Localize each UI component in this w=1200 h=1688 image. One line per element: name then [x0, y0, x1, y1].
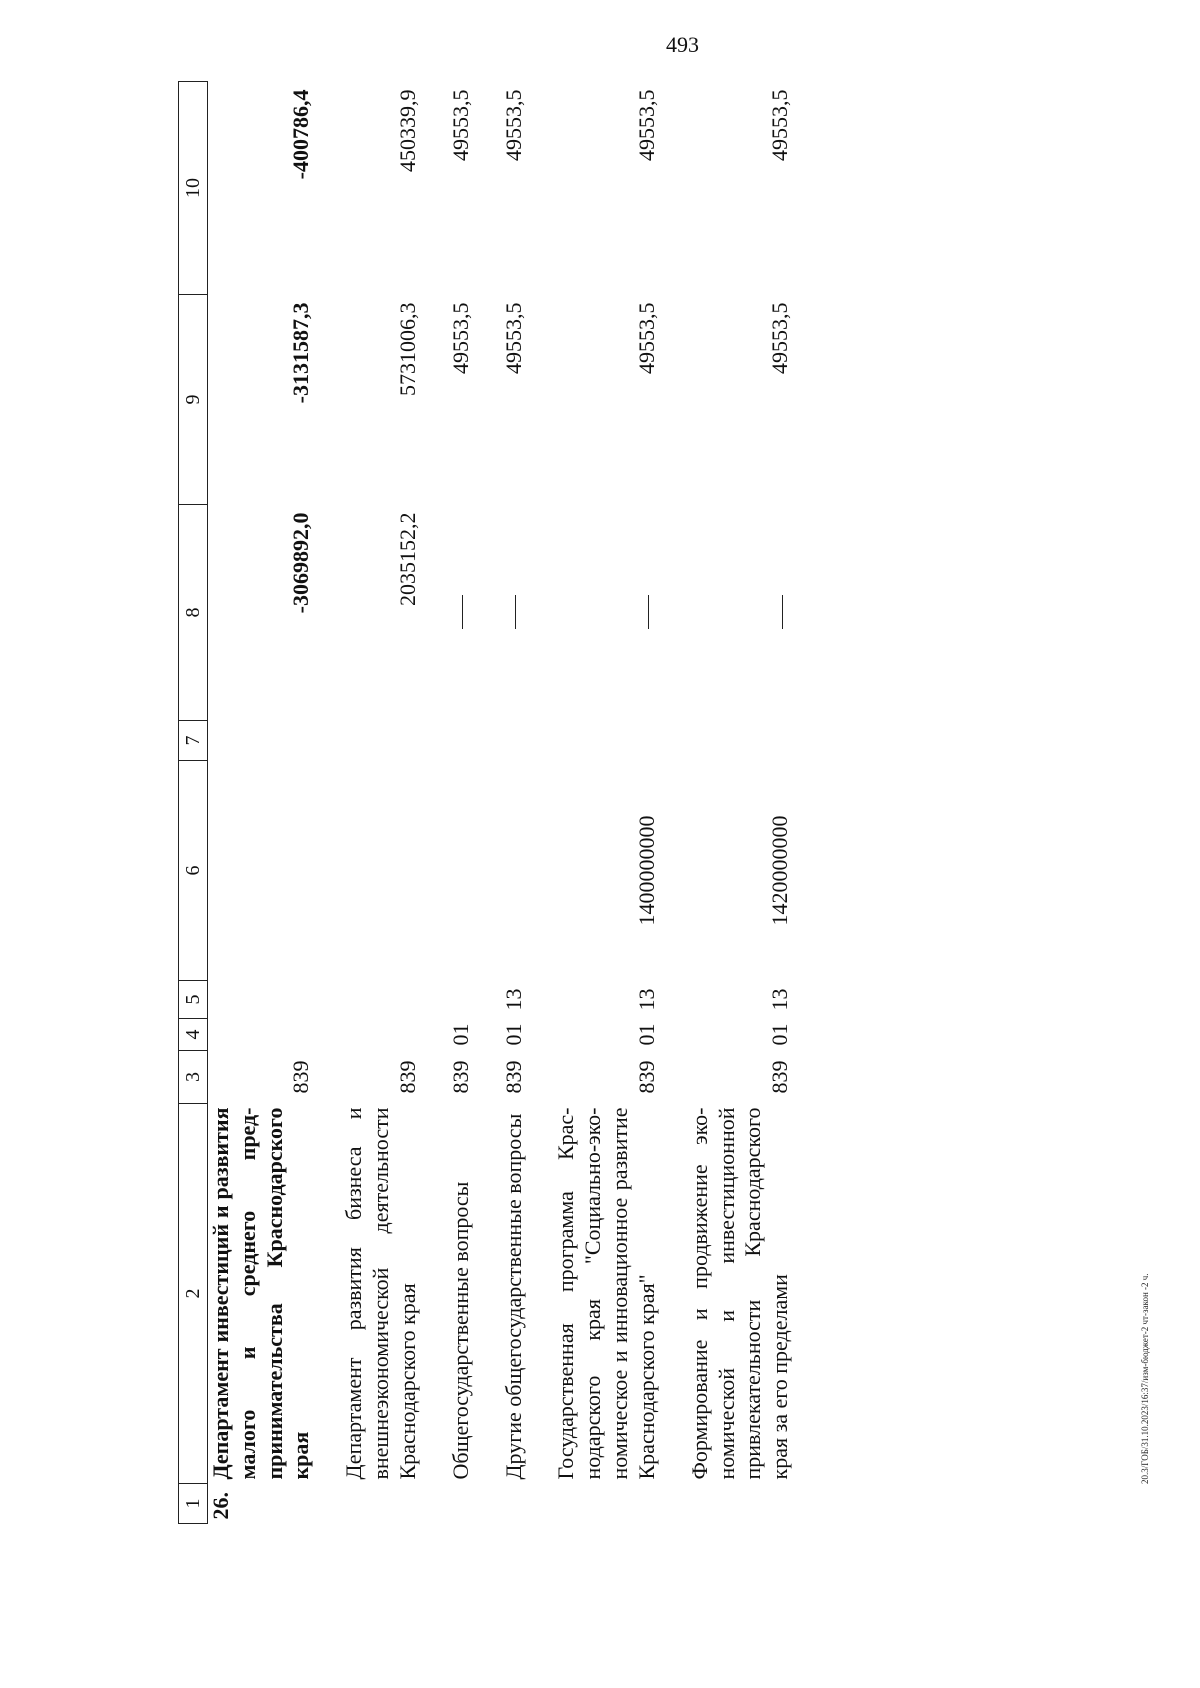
header-cell-8: 8 — [179, 505, 208, 721]
row-name: Государственная программа Краснодарского края "Социально-экономическое и инновационное развитие Краснодарского края" — [553, 1107, 659, 1480]
empty-value-dash — [648, 596, 649, 630]
row-name: Формирование и продвижение экономической и инвестиционной привлекательности Краснодарского края за его пределами — [686, 1107, 793, 1480]
cell-rz: 01 — [767, 1023, 793, 1046]
row-name: Департамент развития бизнеса и внешнеэкономической деятельности Краснодарского края — [341, 1107, 420, 1480]
cell-csr — [208, 761, 316, 981]
cell-csr — [448, 761, 475, 981]
cell-csr: 1400000000 — [633, 815, 659, 926]
table-row — [341, 82, 421, 1524]
cell-amount-10: 49553,5 — [767, 89, 793, 161]
cell-pr — [341, 981, 421, 1019]
cell-ved: 839 — [500, 1060, 526, 1094]
cell-ved: 839 — [394, 1060, 420, 1094]
row-index — [553, 1484, 660, 1524]
cell-pr: 13 — [500, 988, 526, 1011]
row-index — [341, 1484, 421, 1524]
table-header — [179, 82, 208, 1524]
cell-vr — [553, 721, 660, 761]
cell-vr — [448, 721, 475, 761]
cell-amount-8 — [448, 505, 475, 721]
cell-amount-8: -3069892,0 — [288, 512, 314, 614]
row-index — [448, 1484, 475, 1524]
cell-amount-8: 2035152,2 — [394, 512, 420, 606]
cell-amount-9: 5731006,3 — [394, 302, 420, 396]
cell-amount-8 — [687, 505, 794, 721]
cell-rz: 01 — [633, 1023, 659, 1046]
cell-amount-8 — [553, 505, 660, 721]
header-cell-1: 1 — [179, 1484, 208, 1524]
cell-amount-9: 49553,5 — [633, 302, 659, 374]
row-index — [501, 1484, 528, 1524]
cell-amount-10: -400786,4 — [288, 89, 314, 180]
cell-rz: 01 — [500, 1023, 526, 1046]
cell-amount-10: 49553,5 — [447, 89, 473, 161]
header-cell-5: 5 — [179, 981, 208, 1019]
cell-csr — [341, 761, 421, 981]
row-index: 26. — [208, 1492, 233, 1520]
cell-rz — [341, 1019, 421, 1051]
row-index — [687, 1484, 794, 1524]
page-number: 493 — [666, 32, 699, 57]
cell-pr: 13 — [633, 988, 659, 1011]
cell-ved: 839 — [633, 1060, 659, 1094]
cell-vr — [208, 721, 316, 761]
rotated-table-container — [178, 82, 1038, 1524]
table-row — [687, 82, 794, 1524]
cell-ved: 839 — [767, 1060, 793, 1094]
header-cell-7: 7 — [179, 721, 208, 761]
budget-table — [178, 81, 794, 1524]
cell-vr — [501, 721, 528, 761]
table-row — [553, 82, 660, 1524]
cell-pr — [208, 981, 316, 1019]
cell-ved: 839 — [447, 1060, 473, 1094]
empty-value-dash — [515, 596, 516, 630]
header-cell-3: 3 — [179, 1051, 208, 1104]
header-row — [179, 82, 208, 1524]
cell-amount-10: 49553,5 — [633, 89, 659, 161]
table-row — [448, 82, 475, 1524]
cell-amount-9: -3131587,3 — [288, 302, 314, 404]
cell-amount-9: 49553,5 — [500, 302, 526, 374]
row-name: Департамент инвестиций и развития малого и среднего предпринимательства Краснодарского края — [208, 1107, 314, 1480]
cell-rz — [208, 1019, 316, 1051]
header-cell-2: 2 — [179, 1104, 208, 1484]
header-cell-10: 10 — [179, 82, 208, 295]
document-footer-code: 20.3/ГОБ/31.10.2023/16:37/изм-бюджет-2 чт-закон -2 ч. — [1140, 1273, 1150, 1484]
cell-pr — [448, 981, 475, 1019]
empty-value-dash — [782, 596, 783, 630]
cell-vr — [341, 721, 421, 761]
header-cell-9: 9 — [179, 295, 208, 505]
empty-value-dash — [462, 596, 463, 630]
cell-amount-9: 49553,5 — [767, 302, 793, 374]
row-name: Общегосударственные вопросы — [447, 1181, 473, 1480]
header-cell-4: 4 — [179, 1019, 208, 1051]
row-name: Другие общегосударственные вопросы — [500, 1113, 526, 1480]
table-row — [501, 82, 528, 1524]
cell-amount-8 — [501, 505, 528, 721]
cell-amount-9: 49553,5 — [447, 302, 473, 374]
cell-csr: 1420000000 — [767, 815, 793, 926]
cell-pr: 13 — [767, 988, 793, 1011]
cell-amount-10: 49553,5 — [500, 89, 526, 161]
cell-csr — [501, 761, 528, 981]
table-row — [208, 82, 316, 1524]
cell-rz: 01 — [447, 1023, 473, 1046]
header-cell-6: 6 — [179, 761, 208, 981]
cell-ved: 839 — [288, 1060, 314, 1094]
cell-vr — [687, 721, 794, 761]
cell-amount-10: 450339,9 — [394, 89, 420, 172]
